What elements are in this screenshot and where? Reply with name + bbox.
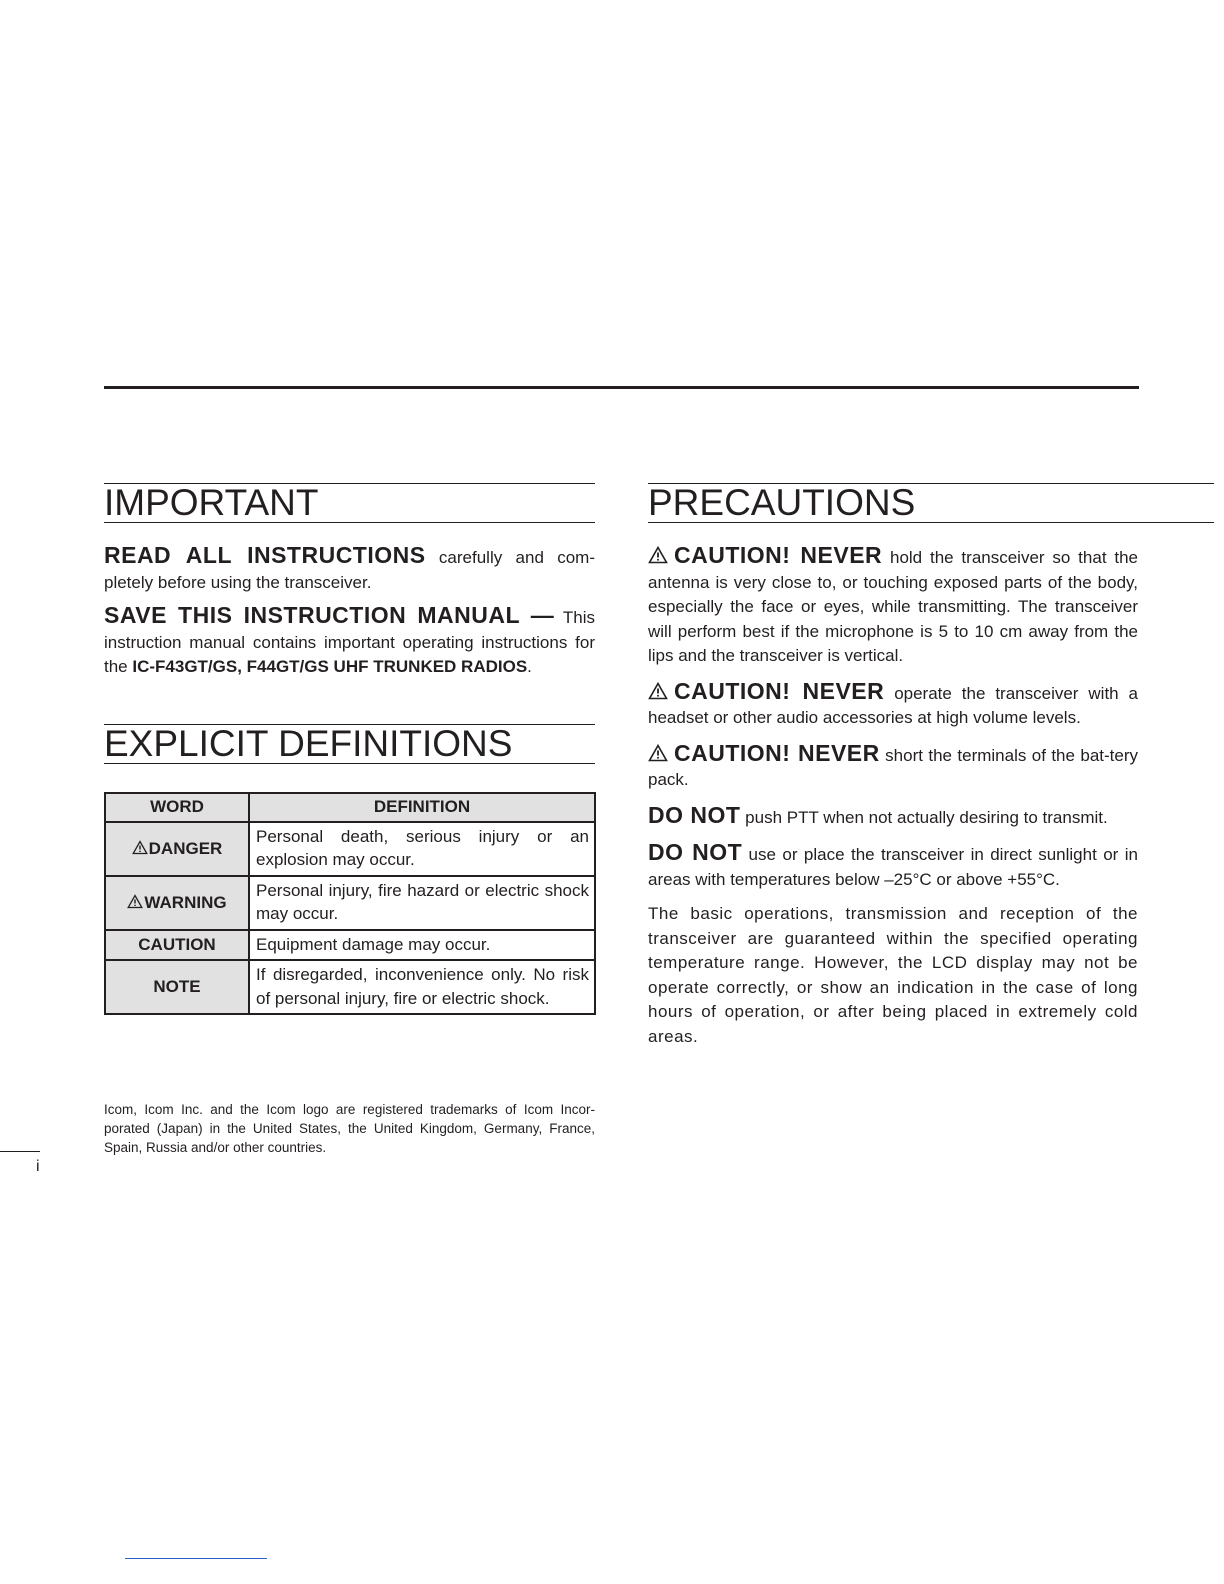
page-number: i xyxy=(36,1158,40,1175)
read-all-paragraph xyxy=(104,543,595,595)
right-column xyxy=(648,483,1138,1049)
save-manual-paragraph xyxy=(104,603,595,680)
word-label: DANGER xyxy=(148,838,223,858)
precaution-item xyxy=(648,840,1138,892)
precaution-item xyxy=(648,741,1138,793)
table-row xyxy=(105,822,595,876)
precaution-text: use or place the transceiver in direct sunlight or in areas with temperatures below –25°C or above +55°C. xyxy=(648,845,1138,889)
definition-cell: If disregarded, inconvenience only. No risk of personal injury, fire or electric shock. xyxy=(249,960,595,1014)
precaution-lead: CAUTION! NEVER xyxy=(674,677,885,704)
word-cell xyxy=(105,822,249,876)
model-name: IC-F43GT/GS, F44GT/GS UHF TRUNKED RADIOS xyxy=(132,657,528,676)
trademark-notice: Icom, Icom Inc. and the Icom logo are registered trademarks of Icom Incor-porated (Japan) in the United States, the United Kingdom, Germany, France, Spain, Russia and/or other countries. xyxy=(104,1102,595,1155)
definition-cell: Personal death, serious injury or an explosion may occur. xyxy=(249,822,595,876)
important-heading: IMPORTANT xyxy=(104,483,595,523)
definition-cell: Personal injury, fire hazard or electric shock may occur. xyxy=(249,876,595,930)
table-row xyxy=(105,876,595,930)
table-row xyxy=(105,930,595,961)
precaution-item xyxy=(648,679,1138,731)
save-manual-text: This instruction manual contains important operating instructions for the xyxy=(104,608,595,676)
table-row xyxy=(105,960,595,1014)
read-all-text: carefully and com-pletely before using the transceiver. xyxy=(104,548,595,592)
definition-cell: Equipment damage may occur. xyxy=(249,930,595,961)
link-underline xyxy=(125,1558,267,1559)
warning-triangle-icon xyxy=(648,744,668,762)
word-cell: CAUTION xyxy=(105,930,249,961)
header-definition: DEFINITION xyxy=(249,793,595,822)
warning-triangle-icon xyxy=(648,682,668,700)
precaution-lead: CAUTION! NEVER xyxy=(674,739,880,766)
word-cell xyxy=(105,876,249,930)
warning-triangle-icon xyxy=(132,840,148,855)
read-all-lead: READ ALL INSTRUCTIONS xyxy=(104,542,426,568)
definitions-heading: EXPLICIT DEFINITIONS xyxy=(104,724,595,764)
precaution-item xyxy=(648,543,1138,669)
definitions-table xyxy=(104,792,596,1016)
warning-triangle-icon xyxy=(648,546,668,564)
precaution-text: short the terminals of the bat-tery pack. xyxy=(648,745,1139,789)
save-manual-end: . xyxy=(527,657,532,676)
precaution-item xyxy=(648,803,1138,831)
precaution-lead: DO NOT xyxy=(648,839,743,865)
precautions-closing: The basic operations, transmission and reception of the transceiver are guaranteed within the specified operating temperature range. However, the LCD display may not be operate correctly, or show an indication in the case of long hours of operation, or after being placed in extremely cold areas. xyxy=(648,904,1138,1046)
word-cell: NOTE xyxy=(105,960,249,1014)
save-manual-lead: SAVE THIS INSTRUCTION MANUAL — xyxy=(104,602,555,628)
page-number-rule xyxy=(0,1151,40,1152)
definitions-header-row xyxy=(105,793,595,822)
precaution-lead: CAUTION! NEVER xyxy=(674,542,883,568)
precaution-lead: DO NOT xyxy=(648,801,741,828)
header-word: WORD xyxy=(105,793,249,822)
precaution-text: hold the transceiver so that the antenna is very close to, or touching exposed parts of the body, especially the face or eyes, while transmitting. The transceiver will perform best if the microphone is 5 to 10 cm away from the lips and the transceiver is vertical. xyxy=(648,548,1138,665)
top-rule xyxy=(104,386,1139,389)
precaution-text: operate the transceiver with a headset or other audio accessories at high volume levels. xyxy=(648,683,1139,727)
word-label: WARNING xyxy=(144,892,227,912)
warning-triangle-icon xyxy=(127,894,143,909)
precautions-heading: PRECAUTIONS xyxy=(648,483,1214,523)
left-column xyxy=(104,483,595,1015)
precaution-text: push PTT when not actually desiring to transmit. xyxy=(740,807,1108,827)
